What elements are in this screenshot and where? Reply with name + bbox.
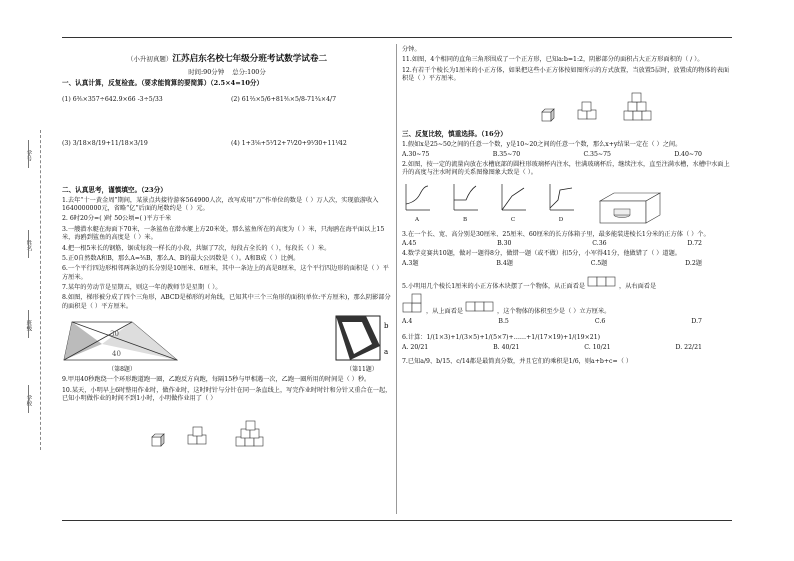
calc-q2: (2) 61⅔×5/6+81⅗×5/8-71¾×4/7 (231, 96, 337, 104)
section-1-title: 一、认真计算，反复检查。（要求能简算的要简算）（2.5×4=10分） (62, 79, 264, 88)
option-a: A.45 (402, 240, 417, 248)
option-a: A.30~75 (402, 150, 430, 158)
cube-stack-figures (150, 417, 392, 447)
field-line (28, 310, 29, 338)
time-limit: 时间:90分钟 (188, 67, 225, 76)
left-column (62, 44, 392, 447)
option-c: C.35~75 (583, 150, 611, 158)
option-b: B.4题 (496, 259, 513, 267)
binding-margin (10, 130, 50, 450)
fill-q7: 7.某年的劳动节是星期五，则这一年的教师节是星期（ ）。 (62, 283, 222, 291)
choice-q1-options (402, 151, 732, 159)
bottom-rule (62, 520, 732, 521)
fill-q3: 3.一艘潜水艇在海面下70米，一条鲨鱼在潜水艇上方20米处，那么鲨鱼所在的高度为（ ）米，只海鸥在海平面以上15米，海鸥到鲨鱼的高度是（ ）米。 (62, 225, 385, 242)
choice-q5-part1: 5.小明用几个棱长1厘米的小正方体木块摆了一个物体，从正面看是 (402, 283, 586, 291)
fill-q6: 6.一个平行四边形相邻两条边的长分别是10厘米、6厘米，其中一条边上的高是8厘米，这个平行四边形的面积是（ ）平方厘米。 (62, 265, 389, 281)
option-d: D.40~70 (674, 150, 702, 158)
square-triangles-figure (332, 314, 392, 364)
choice-q2-graphs (402, 182, 732, 225)
choice-q6: 6.计算：1/(1×3)+1/(3×5)+1/(5×7)+……+1/(17×19)+1/(19×21) (402, 334, 601, 342)
option-d: D.72 (687, 240, 702, 248)
figure-8-caption: （第8题） (108, 366, 136, 374)
water-tank-figure (594, 191, 664, 225)
field-line (28, 385, 29, 413)
graph-a-plot (402, 182, 432, 214)
cube-stack-3 (234, 417, 274, 447)
right-column (402, 44, 732, 366)
graph-c-plot (498, 182, 528, 214)
calc-row-2 (62, 140, 392, 148)
option-b: B.35~70 (492, 150, 521, 158)
cube-stack-1 (150, 433, 166, 447)
choice-q5-part4: ，这个物体的体积至少是（ ）立方厘米。 (497, 308, 611, 316)
option-b: B. 40/21 (493, 343, 520, 351)
fill-q1: 1.去年“十一黄金周”期间，某景点共接待游客564900人次，改写成用“万”作单位的数是（ ）万人次，实现旅游收入1640000000元，省略“亿”后面的尾数约是（ ）元。 (62, 196, 379, 213)
option-c: C. 10/21 (584, 343, 611, 351)
right-view-figure (402, 293, 424, 313)
figure-8 (62, 318, 182, 374)
exam-meta (62, 68, 392, 77)
graph-c-label: C (510, 217, 516, 224)
option-d: D. 22/21 (675, 343, 702, 351)
layer-3-figure (622, 86, 664, 122)
choice-q5-cont (402, 293, 732, 316)
fill-q8: 8.如图，梯形被分成了四个三角形，ABCD是梯形的对角线，已知其中三个三角形的面积(单位:平方厘米)，那么阴影部分的面积是（ ）平方厘米。 (62, 294, 391, 310)
choice-q3: 3.在一个长、宽、高分别是30厘米、25厘米、60厘米的长方体箱子里，最多能装进棱长1分米的正方体（ ）个。 (402, 230, 710, 238)
choice-q5 (402, 276, 732, 291)
column-divider (396, 44, 397, 514)
top-rule (62, 37, 732, 38)
fill-q9: 9.甲用40秒跑绕一个环形跑道跑一圈，乙跑反方向跑，每隔15秒与甲相遇一次，乙跑一圈所用的时间是（ ）秒。 (62, 376, 371, 384)
layer-2-figure (576, 98, 602, 122)
cube-stack-2 (186, 423, 214, 447)
option-c: C.5题 (590, 259, 608, 267)
choice-q2: 2.如图，按一定的流量向放在水槽底部的圆柱形玻璃杯内注水，往满玻璃杯后，继续注水，直至注满水槽，水槽中水面上升的高度与注水时间的关系图像图象大致是（ ）。 (402, 161, 730, 177)
exam-title (62, 54, 392, 66)
option-a: A. 20/21 (402, 343, 429, 351)
option-d: D.2题 (685, 259, 702, 267)
option-a: A.4 (402, 317, 413, 325)
graph-d-label: D (558, 217, 564, 224)
answer-space (62, 149, 392, 183)
option-c: C.36 (592, 240, 607, 248)
fig11-label-a: a (384, 348, 389, 357)
calc-q4: (4) 1+3⅙+5⅟12+7⅟20+9⅟30+11⅟42 (231, 140, 347, 148)
figure-11 (332, 314, 392, 374)
choice-q4: 4.数学竞赛共10题，做对一题得8分，做错一题（或不做）扣5分，小军得41分，他做错了（ ）道题。 (402, 250, 681, 258)
choice-q5-part2: ，从右面看是 (619, 283, 657, 291)
fill-q11: 11.如图，4个相同的直角三角形围成了一个正方形，已知a:b=1:2，阴影部分的面积占大正方形面积的（ ∕ ）。 (402, 56, 704, 64)
graph-b-label: B (462, 217, 468, 224)
fill-q4: 4.把一根5米长的钢筋，锯成每段一样长的小段，共锯了7次，每段占全长的（ ），每段长（ ）米。 (62, 244, 331, 252)
fill-q10-end: 分钟。 (402, 46, 421, 53)
choice-q3-options (402, 240, 732, 248)
fill-q10: 10.某天，小明早上6时整用作业时，做作业时，这时时针与分针在同一条直线上，写完作业时时针和分针又重合在一起，已知小明做作业的时间不到1小时，小明做作业用了（ ） (62, 386, 392, 402)
fill-q2: 2. 6时20分=( )时 50公顷=( )平方千米 (62, 215, 172, 223)
top-view-figure (465, 301, 495, 313)
title-text: 江苏启东名校七年级分班考试数学试卷二 (172, 54, 328, 64)
binding-dashed-line (40, 130, 41, 450)
total-score: 总分:100分 (232, 67, 266, 76)
layered-cube-figures (540, 86, 732, 122)
choice-q1: 1.假如x是25~50之间的任意一个数，y是10~20之间的任意一个数，那么x+y结果一定在（ ）之间。 (402, 141, 682, 149)
choice-q4-options (402, 260, 732, 268)
graph-c (498, 182, 528, 225)
graph-b-plot (450, 182, 480, 214)
graph-d-plot (546, 182, 576, 214)
fill-q5: 5.正0自然数A和B，那么A=⅗B，那么A、B的最大公因数是（ ）。A和B成（ ）比例。 (62, 254, 300, 262)
option-a: A.3题 (402, 259, 419, 267)
option-c: C.6 (594, 317, 606, 325)
fig8-label-30: 30 (110, 330, 119, 339)
graph-d (546, 182, 576, 225)
layer-1-figure (540, 108, 556, 122)
title-tag: （小升初真题） (126, 55, 173, 63)
calc-row-1 (62, 96, 392, 104)
figure-row (62, 314, 392, 374)
fill-q12: 12.有若干个棱长为1厘米的小正方体，如果把这些小正方体按如图所示的方式放置，当放置5层时，放置成的物体的表面积是（ ）平方厘米。 (402, 66, 730, 83)
choice-q6-options (402, 344, 732, 352)
calc-q3: (3) 3/18×8/19+11/18×3/19 (62, 140, 148, 148)
option-b: B.30 (497, 240, 512, 248)
choice-q7: 7.已知a/9、b/15、c/14都是最简真分数，并且它们的乘积是1/6，则a+b+c=（ ） (402, 357, 633, 365)
choice-q5-part3: ，从上面看是 (425, 308, 464, 316)
option-b: B.5 (498, 317, 509, 325)
section-2-title: 二、认真思考，谨慎填空。（23分） (62, 185, 167, 194)
section-3-title: 三、反复比较，慎重选择。（16分） (402, 130, 507, 139)
calc-q1: (1) 6⅗×357÷642.9×66 -3÷5/33 (62, 96, 163, 104)
answer-space (62, 104, 392, 132)
fig11-label-b: b (384, 322, 389, 331)
fig8-label-40: 40 (112, 350, 121, 359)
graph-a-label: A (414, 217, 420, 224)
option-d: D.7 (691, 317, 702, 325)
graph-a (402, 182, 432, 225)
field-line (28, 230, 29, 258)
graph-b (450, 182, 480, 225)
choice-q5-options (402, 318, 732, 326)
figure-11-caption: （第11题） (346, 366, 378, 374)
front-view-figure (587, 276, 617, 288)
trapezoid-figure (62, 318, 182, 364)
field-line (28, 140, 29, 168)
